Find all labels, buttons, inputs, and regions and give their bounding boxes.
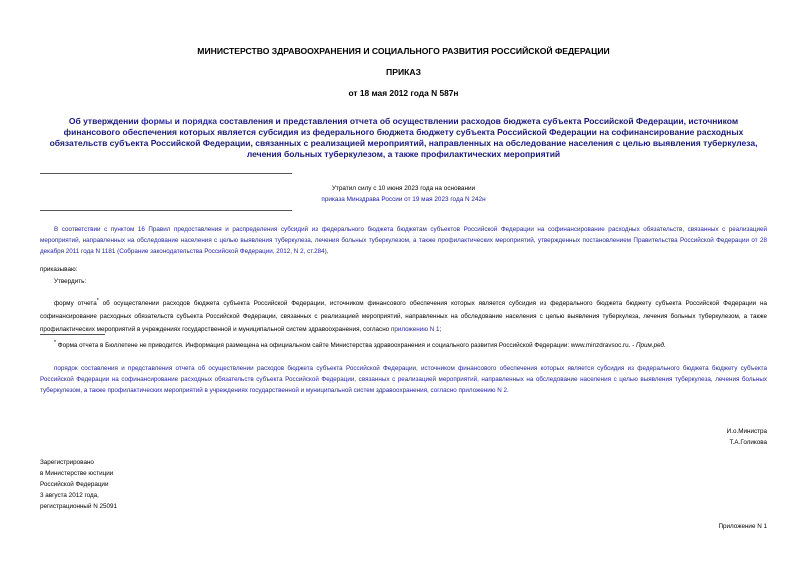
title-link-form[interactable]: формы (141, 116, 173, 126)
item-1-text-b: об осуществлении расходов бюджета субъекта Российской Федерации, источником финансового обеспечения которых является субсидия из федерального бюджета бюджету субъекта Российской Федерации на софинансирование расходных обязательств субъекта Российской Федерации, связанных с реализацией мероприятий, направленных на обследование населения с целью выявления туберкулеза, лечения больных туберкулезом, а также профилактических мероприятий в учреждениях государственной и муниципальной систем здравоохранения, согласно (40, 300, 767, 334)
preamble-paragraph: В соответствии с пунктом 16 Правил предоставления и распределения субсидий из федерального бюджета бюджетам субъектов Российской Федерации на софинансирование расходных обязательств, связанных с реализацией мероприятий, направленных на обследование населения с целью выявления туберкулеза, лечения больных туберкулезом, а также профилактических мероприятий, утвержденных постановлением Правительства Российской Федерации от 28 декабря 2011 года N 1181 (Собрание законодательства Российской Федерации, 2012, N 2, ст.284), (40, 226, 767, 255)
registration-line5: регистрационный N 25091 (40, 503, 118, 510)
title-link-procedure[interactable]: порядка (182, 116, 217, 126)
signature-name: Т.А.Голикова (729, 439, 767, 446)
registration-line1: Зарегистрировано (40, 459, 94, 466)
registration-line3: Российской Федерации (40, 481, 109, 488)
lost-force-notice (200, 183, 607, 205)
registration-line2: в Министерстве юстиции (40, 470, 114, 477)
registration-line4: 3 августа 2012 года, (40, 492, 99, 499)
order-word: приказываю: (40, 266, 78, 273)
item-1-text-a: форму отчета (54, 300, 97, 308)
footnote-text (54, 338, 767, 351)
signature-block (560, 426, 767, 448)
footnote-mark[interactable]: * (96, 298, 99, 304)
appendix-label: Приложение N 1 (718, 523, 767, 530)
title-part-3: составления и представления отчета об осуществлении расходов бюджета субъекта Российской Федерации, источником финансового обеспечения которых является субсидия из федерального бюджета бюджету субъекта Российской Федерации на софинансирование расходных обязательств субъекта Российской Федерации, связанных с реализацией мероприятий, направленных на обследование населения с целью выявления туберкулеза, лечения больных туберкулезом, а также профилактических мероприятий (49, 116, 758, 159)
registration-block (40, 457, 117, 512)
item-1-end: ; (439, 326, 442, 334)
item-1-paragraph (40, 295, 767, 336)
footnote-mark-ref: * (54, 340, 57, 346)
footnote-divider (40, 334, 105, 335)
footnote-body: Форма отчета в Бюллетене не приводится. Информация размещена на официальном сайте Министерства здравоохранения и социального развития Российской Федерации: www.minzdravsoc.ru. - (56, 342, 636, 350)
document-title (40, 116, 767, 160)
lost-force-link[interactable]: приказа Минздрава России от 19 мая 2023 года N 242н (321, 196, 486, 203)
footnote-italic: Прим.ред. (635, 342, 666, 350)
title-part-1: Об утверждении (68, 116, 142, 126)
appendix-1-link[interactable]: приложению N 1 (390, 326, 440, 334)
divider-bottom (40, 210, 292, 211)
ministry-name: МИНИСТЕРСТВО ЗДРАВООХРАНЕНИЯ И СОЦИАЛЬНОГО РАЗВИТИЯ РОССИЙСКОЙ ФЕДЕРАЦИИ (197, 46, 610, 56)
item-2-paragraph: порядок составления и представления отчета об осуществлении расходов бюджета субъекта Российской Федерации, источником финансового обеспечения которых является субсидия из федерального бюджета бюджету субъекта Российской Федерации на софинансирование расходных обязательств субъекта Российской Федерации, связанных с реализацией мероприятий, направленных на обследование населения с целью выявления туберкулеза, лечения больных туберкулезом, а также профилактических мероприятий в учреждениях государственной и муниципальной систем здравоохранения, согласно приложению N 2. (40, 365, 767, 394)
lost-force-line1: Утратил силу с 10 июня 2023 года на основании (331, 185, 476, 192)
document-type: ПРИКАЗ (386, 67, 421, 77)
document-date-number: от 18 мая 2012 года N 587н (348, 88, 459, 98)
divider-top (40, 173, 292, 174)
signature-position: И.о.Министра (726, 428, 767, 435)
approve-word: Утвердить: (54, 278, 87, 285)
title-part-2: и (172, 116, 183, 126)
